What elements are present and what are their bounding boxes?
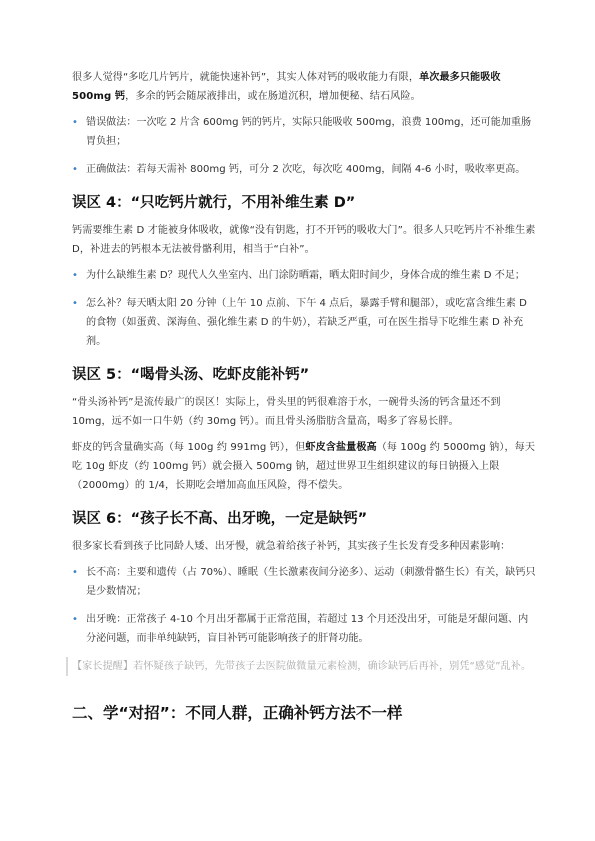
part-heading: 二、学“对招”：不同人群，正确补钙方法不一样 <box>72 704 403 722</box>
section-heading-myth-6: 误区 6：“孩子长不高、出牙晚，一定是缺钙” <box>72 511 368 527</box>
section-paragraph <box>72 438 537 495</box>
list-item <box>72 160 537 179</box>
bullet-icon: • <box>72 270 78 281</box>
bullet-icon: • <box>72 567 78 578</box>
paragraph-text-end: （每 100g 约 5000mg 钠），每天吃 10g 虾皮（约 100mg 钙）就会摄入 500mg 钠，超过世界卫生组织建议的每日钠摄入上限（2000mg）的 1/4，长期吃会增加高血压风险，得不偿失。 <box>72 442 536 491</box>
section-paragraph: 钙需要维生素 D 才能被身体吸收，就像“没有钥匙，打不开钙的吸收大门”。很多人只吃钙片不补维生素 D，补进去的钙根本无法被骨骼利用，相当于“白补”。 <box>72 225 536 255</box>
list-item <box>72 563 537 601</box>
list-item <box>72 113 537 151</box>
bullet-icon: • <box>72 614 78 625</box>
list-item <box>72 610 537 648</box>
section-heading-myth-5: 误区 5：“喝骨头汤、吃虾皮能补钙” <box>72 367 310 383</box>
section-paragraph: 很多家长看到孩子比同龄人矮、出牙慢，就急着给孩子补钙，其实孩子生长发育受多种因素影响： <box>72 541 511 552</box>
bullet-icon: • <box>72 117 78 128</box>
bullet-icon: • <box>72 164 78 175</box>
intro-text: 很多人觉得“多吃几片钙片，就能快速补钙”，其实人体对钙的吸收能力有限， <box>72 72 420 83</box>
list-item-text: 错误做法：一次吃 2 片含 600mg 钙的钙片，实际只能吸收 500mg，浪费 100mg，还可能加重肠胃负担； <box>86 117 532 147</box>
intro-paragraph <box>72 68 537 106</box>
intro-bullet-list <box>72 113 537 179</box>
parent-tip: 【家长提醒】若怀疑孩子缺钙，先带孩子去医院做微量元素检测，确诊缺钙后再补，别凭“感觉”乱补。 <box>66 657 537 676</box>
section4-bullet-list <box>72 266 537 351</box>
list-item-text: 长不高：主要和遗传（占 70%）、睡眠（生长激素夜间分泌多）、运动（刺激骨骼生长）有关，缺钙只是少数情况； <box>86 567 536 597</box>
paragraph-text: 虾皮的钙含量确实高（每 100g 约 991mg 钙），但 <box>72 442 306 453</box>
intro-emphasis: 单次最多只能吸收 500mg 钙 <box>72 72 501 102</box>
section-heading-myth-4: 误区 4：“只吃钙片就行，不用补维生素 D” <box>72 195 356 211</box>
list-item <box>72 266 537 285</box>
list-item-text: 出牙晚：正常孩子 4-10 个月出牙都属于正常范围，若超过 13 个月还没出牙，可能是牙龈问题、内分泌问题，而非单纯缺钙，盲目补钙可能影响孩子的肝肾功能。 <box>86 614 529 644</box>
intro-text-end: ，多余的钙会随尿液排出，或在肠道沉积，增加便秘、结石风险。 <box>125 91 421 102</box>
list-item-text: 为什么缺维生素 D？现代人久坐室内、出门涂防晒霜，晒太阳时间少，身体合成的维生素 D 不足； <box>86 270 526 281</box>
list-item-text: 怎么补？每天晒太阳 20 分钟（上午 10 点前、下午 4 点后，暴露手臂和腿部），或吃富含维生素 D 的食物（如蛋黄、深海鱼、强化维生素 D 的牛奶），若缺乏严重，可在医生指导下吃维生素 D 补充剂。 <box>86 298 527 347</box>
list-item <box>72 294 537 351</box>
list-item-text: 正确做法：若每天需补 800mg 钙，可分 2 次吃，每次吃 400mg，间隔 4-6 小时，吸收率更高。 <box>86 164 526 175</box>
section-paragraph: “骨头汤补钙”是流传最广的误区！实际上，骨头里的钙很难溶于水，一碗骨头汤的钙含量还不到 10mg，远不如一口牛奶（约 30mg 钙）。而且骨头汤脂肪含量高，喝多了容易长胖。 <box>72 397 501 427</box>
paragraph-emphasis: 虾皮含盐量极高 <box>305 442 377 453</box>
section6-bullet-list <box>72 563 537 648</box>
bullet-icon: • <box>72 298 78 309</box>
